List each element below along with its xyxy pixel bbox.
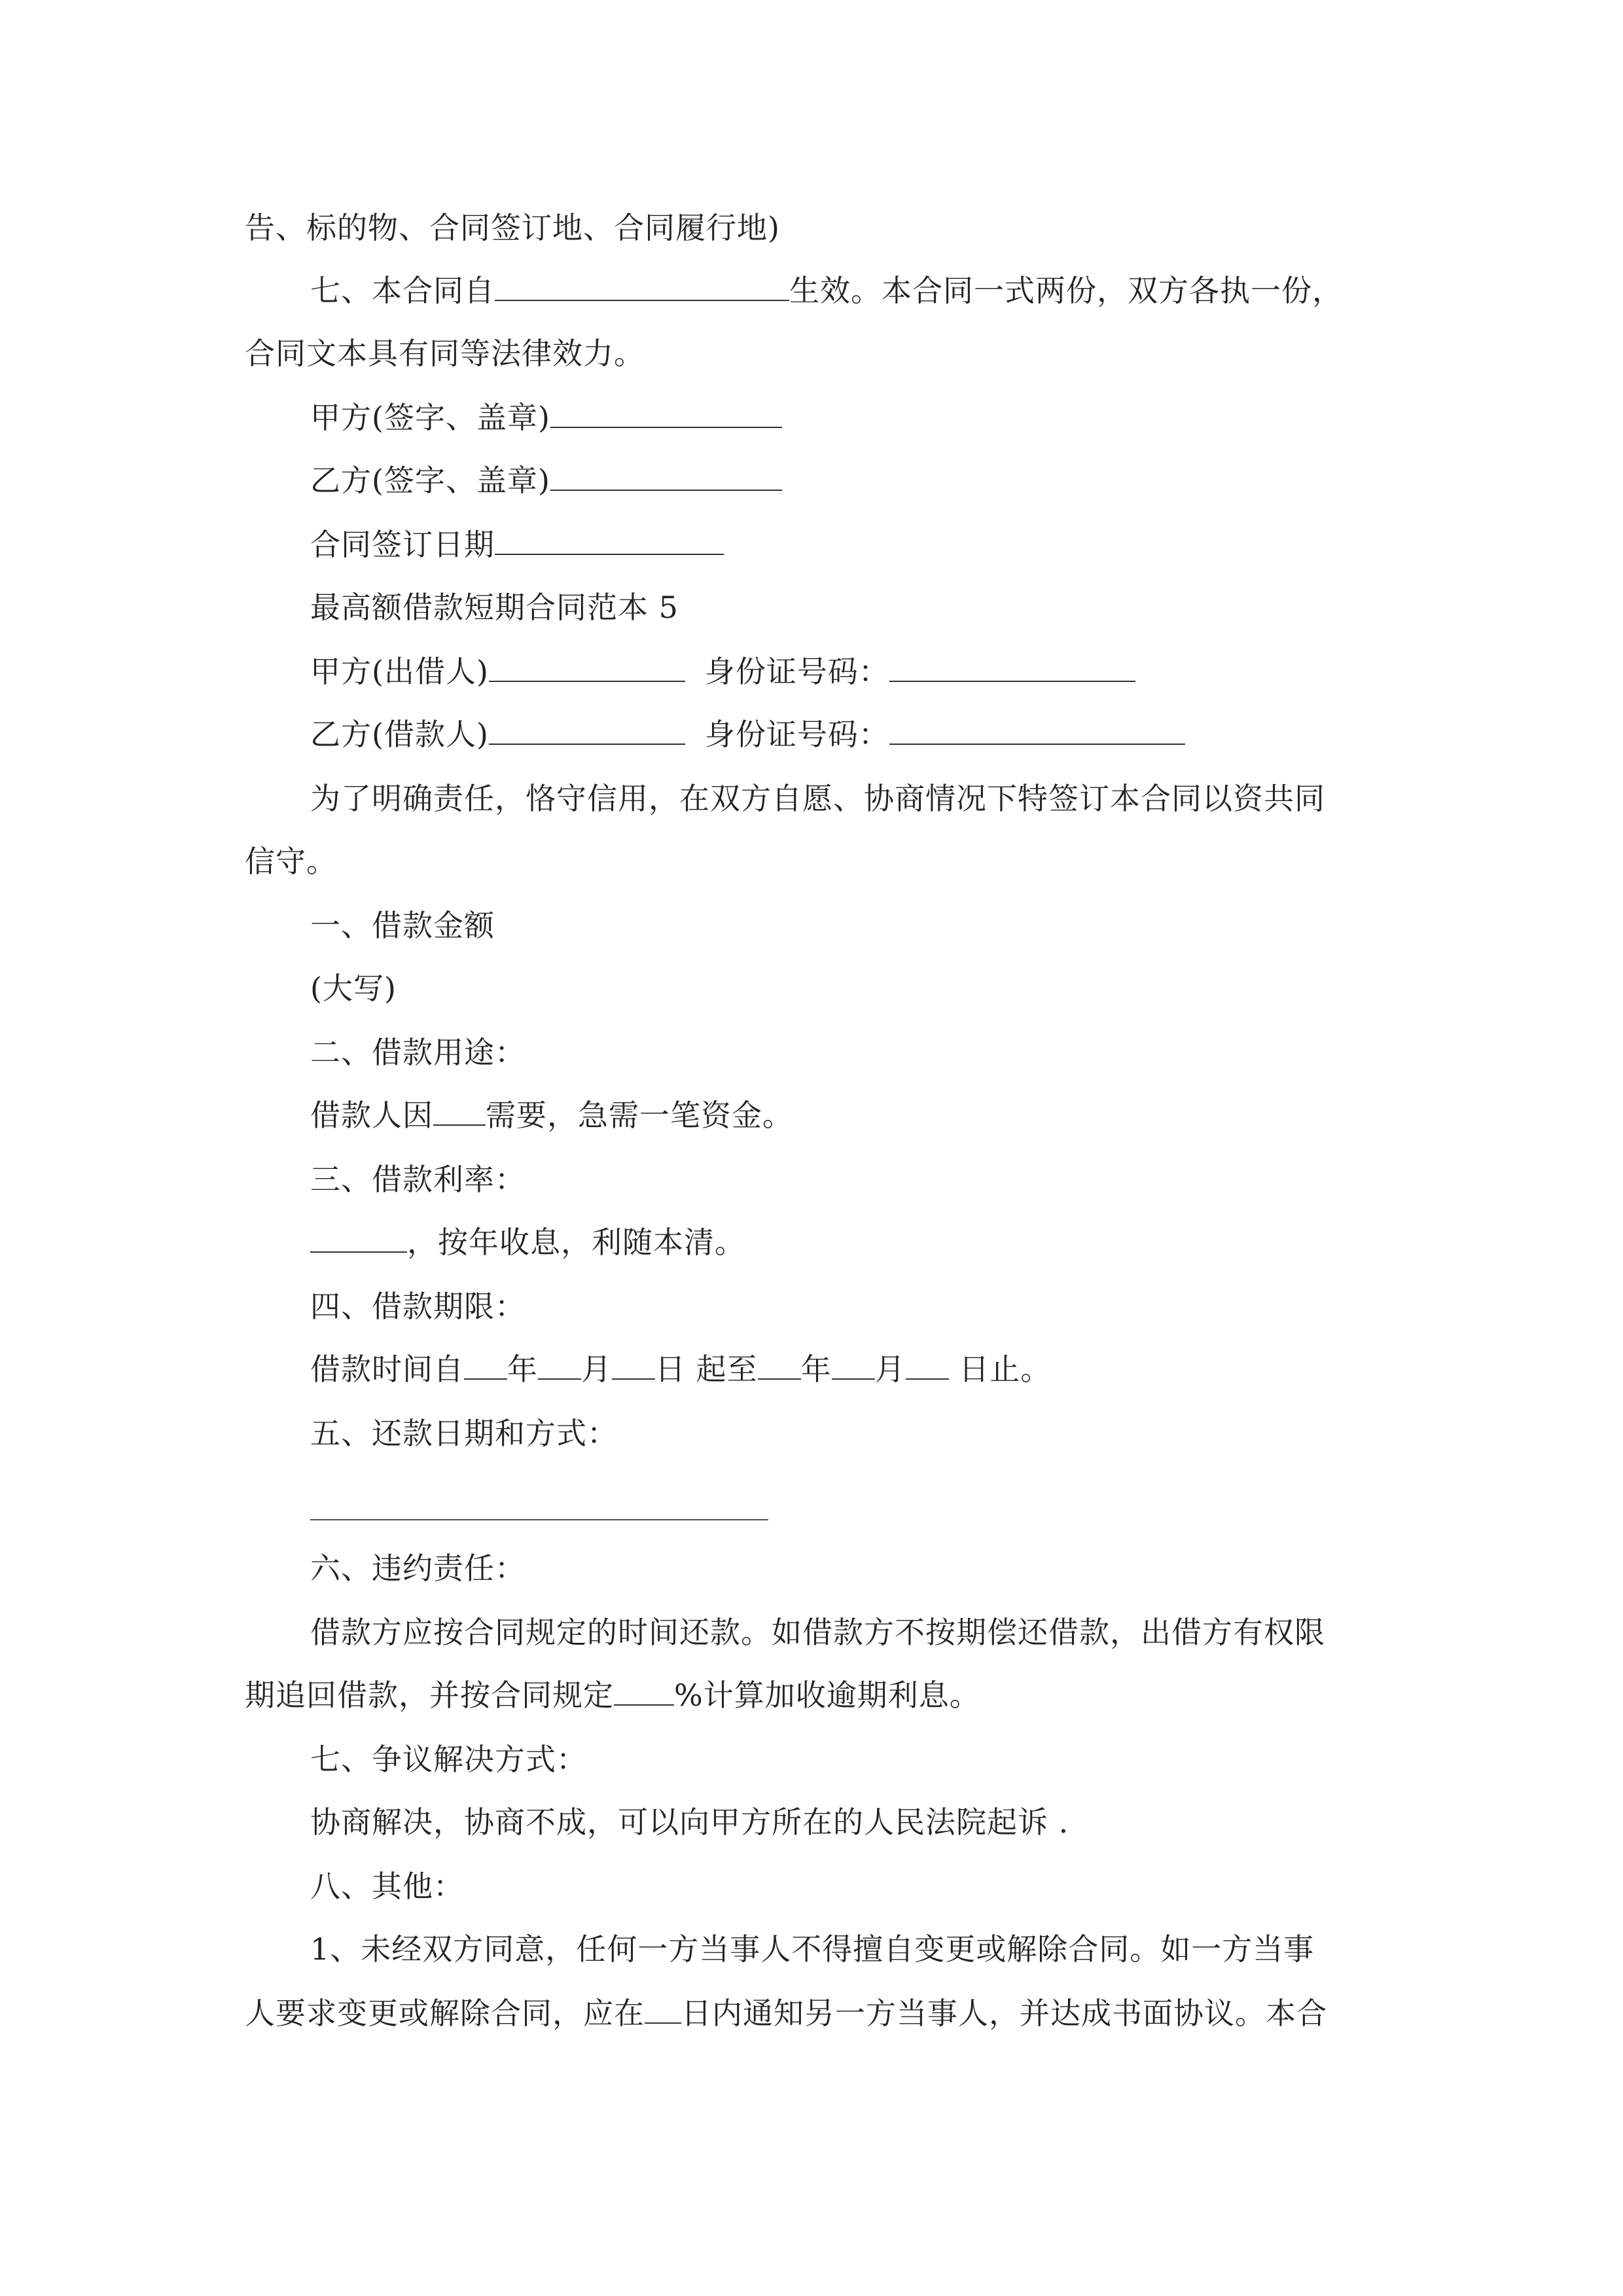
party-b-signature-line [310,461,782,500]
fill-blank-lender-id[interactable] [889,652,1135,682]
text-fragment: 七、本合同自 [310,273,495,308]
preamble-line [245,842,337,881]
fill-blank-party-a-signature[interactable] [550,398,782,428]
text-line [245,334,645,373]
fill-blank-end-month[interactable] [832,1350,875,1380]
notice-days-line [245,1994,1327,2033]
text-fragment: 协商解决，协商不成，可以向甲方所在的人民法院起诉 . [310,1804,1069,1840]
text-fragment: %计算加收逾期利息。 [674,1677,980,1713]
section-heading [310,1287,526,1326]
section-heading [310,1414,618,1453]
text-line [310,1613,1325,1652]
text-fragment: 日 起至 [655,1352,758,1387]
fill-blank-start-month[interactable] [538,1350,581,1380]
text-fragment: 告、标的物、合同签订地、合同履行地) [245,210,780,245]
fill-blank-end-year[interactable] [758,1350,801,1380]
text-fragment: (大写) [310,971,397,1006]
text-fragment: 身份证号码： [704,654,889,689]
text-line [310,969,397,1008]
text-fragment: 借款时间自 [310,1352,464,1387]
text-fragment: 需要，急需一笔资金。 [486,1098,793,1133]
text-fragment: 借款人因 [310,1098,433,1133]
text-fragment: 乙方(借款人) [310,717,489,752]
text-fragment: 一、借款金额 [310,908,495,943]
text-fragment: 年 [800,1352,832,1387]
fill-blank-borrower-id[interactable] [889,715,1185,745]
text-fragment: 身份证号码： [704,717,889,752]
signing-date-line [310,525,724,564]
fill-blank-loan-purpose[interactable] [433,1096,486,1126]
text-fragment: 最高额借款短期合同范本 5 [310,590,679,625]
fill-blank-signing-date[interactable] [495,525,724,555]
text-fragment: 月 [581,1352,612,1387]
text-line [245,208,780,247]
text-fragment: 四、借款期限： [310,1289,526,1324]
fill-blank-repayment-method[interactable] [310,1519,768,1520]
fill-blank-borrower-name[interactable] [489,715,685,745]
text-line [310,1803,1069,1842]
text-fragment: 甲方(出借人) [310,654,489,689]
fill-blank-lender-name[interactable] [489,652,685,682]
text-fragment: 乙方(签字、盖章) [310,463,550,498]
text-fragment: 甲方(签字、盖章) [310,400,550,435]
fill-blank-notice-days[interactable] [645,1994,681,2024]
clause-effective [310,271,1343,310]
text-fragment: ，按年收息，利随本清。 [407,1225,745,1260]
section-heading [310,1867,464,1906]
section-heading [310,1740,587,1779]
text-fragment: 月 [874,1352,906,1387]
section-heading [310,906,495,945]
text-fragment: 五、还款日期和方式： [310,1416,618,1451]
section-title [310,588,679,627]
fill-blank-effective-date[interactable] [495,271,789,301]
text-fragment: 日止。 [948,1352,1052,1387]
fill-blank-overdue-rate[interactable] [614,1676,674,1706]
fill-blank-interest-rate[interactable] [310,1223,407,1253]
text-fragment: 日内通知另一方当事人，并达成书面协议。本合 [681,1996,1327,2031]
section-heading [310,1033,526,1072]
fill-blank-party-b-signature[interactable] [550,461,782,491]
fill-blank-start-year[interactable] [464,1350,507,1380]
fill-blank-start-day[interactable] [612,1350,655,1380]
text-fragment: 合同签订日期 [310,527,495,562]
party-a-signature-line [310,398,782,437]
text-fragment: 人要求变更或解除合同，应在 [245,1996,645,2031]
text-fragment: 合同文本具有同等法律效力。 [245,336,645,371]
text-line [310,1929,1314,1969]
loan-term-line [310,1350,1051,1389]
fill-blank-end-day[interactable] [906,1350,949,1380]
preamble-line [310,779,1325,818]
text-fragment: 借款方应按合同规定的时间还款。如借款方不按期偿还借款，出借方有权限 [310,1615,1325,1650]
text-fragment: 年 [507,1352,538,1387]
lender-line [310,652,1135,691]
text-fragment: 八、其他： [310,1869,464,1904]
interest-rate-line [310,1223,745,1262]
overdue-interest-line [245,1676,980,1715]
loan-purpose-line [310,1096,793,1135]
text-fragment: 三、借款利率： [310,1162,526,1197]
text-fragment: 七、争议解决方式： [310,1742,587,1777]
text-fragment: 为了明确责任，恪守信用，在双方自愿、协商情况下特签订本合同以资共同 [310,781,1325,816]
section-heading [310,1549,526,1588]
text-fragment: 六、违约责任： [310,1551,526,1586]
text-fragment: 1、未经双方同意，任何一方当事人不得擅自变更或解除合同。如一方当事 [310,1931,1315,1967]
text-fragment: 信守。 [245,844,337,879]
text-fragment: 二、借款用途： [310,1035,526,1070]
borrower-line [310,715,1185,754]
text-fragment: 期追回借款，并按合同规定 [245,1677,614,1713]
text-fragment: 生效。本合同一式两份，双方各执一份， [789,273,1343,308]
section-heading [310,1160,526,1199]
